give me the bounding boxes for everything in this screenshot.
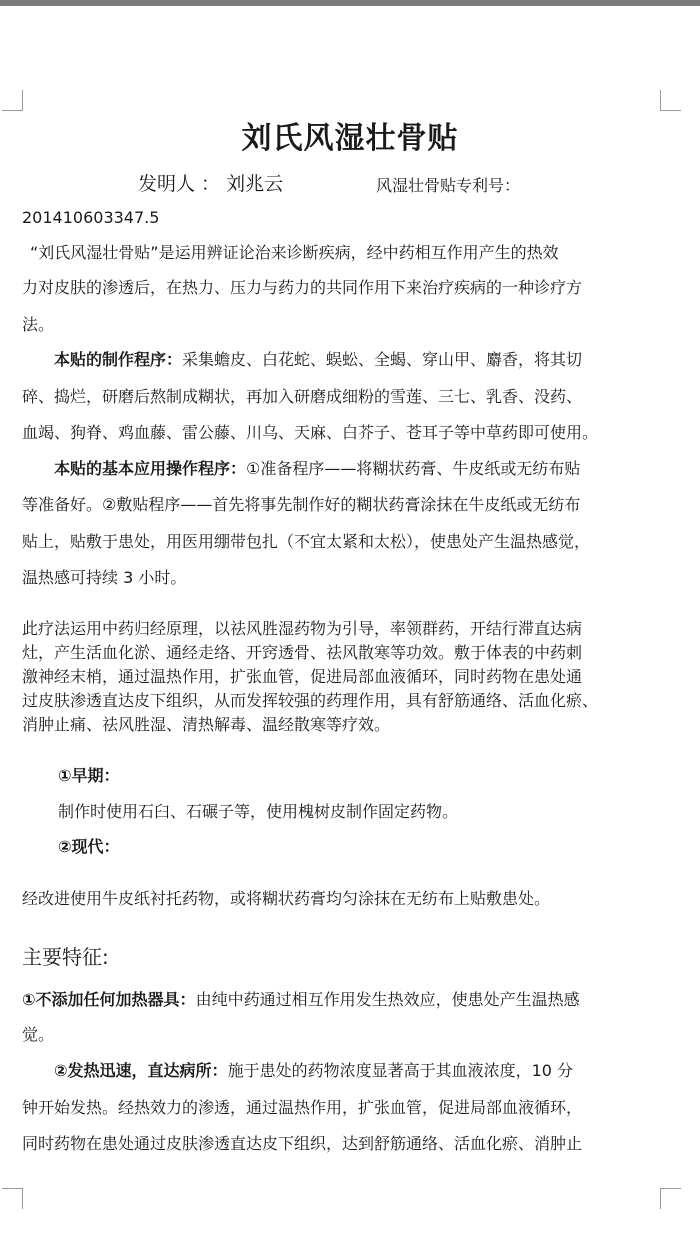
principle-line-2: 灶，产生活血化淤、通经走络、开窍透骨、祛风散寒等功效。敷于体表的中药刺 xyxy=(22,643,583,662)
principle-line-4: 过皮肤渗透直达皮下组织，从而发挥较强的药理作用，具有舒筋通络、活血化瘀、 xyxy=(22,691,599,710)
patent-number: 201410603347.5 xyxy=(22,208,160,227)
features-heading: 主要特征: xyxy=(22,945,109,969)
feature2-line-2: 钟开始发热。经热效力的渗透，通过温热作用，扩张血管，促进局部血液循环， xyxy=(22,1098,583,1117)
principle-line-3: 激神经末梢，通过温热作用，扩张血管，促进局部血液循环，同时药物在患处通 xyxy=(22,667,583,686)
crop-mark-bottom-left xyxy=(2,1188,23,1209)
modern-text: 经改进使用牛皮纸衬托药物，或将糊状药膏均匀涂抹在无纺布上贴敷患处。 xyxy=(22,889,551,908)
operation-line-4: 温热感可持续 3 小时。 xyxy=(22,568,187,587)
feature1-line-2: 觉。 xyxy=(22,1025,55,1044)
modern-label: ②现代： xyxy=(58,837,120,856)
inventor-line: 发明人 ： 刘兆云 xyxy=(138,173,284,195)
operation-text: ①准备程序——将糊状药膏、牛皮纸或无纺布贴 xyxy=(246,459,581,478)
operation-paragraph-first xyxy=(54,456,694,479)
feature1-text: 由纯中药通过相互作用发生热效应，使患处产生温热感 xyxy=(195,990,580,1009)
crop-mark-bottom-right xyxy=(660,1188,681,1209)
crop-mark-top-right xyxy=(660,90,681,111)
patent-label: 风湿壮骨贴专利号： xyxy=(376,176,521,195)
intro-line-2: 力对皮肤的渗透后，在热力、压力与药力的共同作用下来治疗疾病的一种诊疗方 xyxy=(22,278,583,297)
principle-line-5: 消肿止痛、祛风胜湿、清热解毒、温经散寒等疗效。 xyxy=(22,715,391,734)
process-text: 采集蟾皮、白花蛇、蜈蚣、全蝎、穿山甲、麝香，将其切 xyxy=(182,350,583,369)
feature1-paragraph-first xyxy=(22,987,662,1010)
operation-line-2: 等准备好。②敷贴程序——首先将事先制作好的糊状药膏涂抹在牛皮纸或无纺布 xyxy=(22,495,581,514)
early-text: 制作时使用石臼、石碾子等，使用槐树皮制作固定药物。 xyxy=(58,802,459,821)
process-label: 本贴的制作程序： xyxy=(54,350,183,369)
feature2-line-3: 同时药物在患处通过皮肤渗透直达皮下组织，达到舒筋通络、活血化瘀、消肿止 xyxy=(22,1134,583,1153)
intro-line-3: 法。 xyxy=(22,315,55,334)
operation-line-3: 贴上，贴敷于患处，用医用绷带包扎（不宜太紧和太松），使患处产生温热感觉， xyxy=(22,532,591,551)
intro-line-1: “刘氏风湿壮骨贴”是运用辨证论治来诊断疾病，经中药相互作用产生的热效 xyxy=(30,243,559,262)
document-title: 刘氏风湿壮骨贴 xyxy=(241,121,459,156)
feature2-label: ②发热迅速，直达病所： xyxy=(54,1061,228,1080)
principle-line-1: 此疗法运用中药归经原理，以祛风胜湿药物为引导，率领群药，开结行滞直达病 xyxy=(22,619,583,638)
early-label: ①早期： xyxy=(58,766,120,785)
feature2-text: 施于患处的药物浓度显著高于其血液浓度，10 分 xyxy=(227,1061,574,1080)
feature2-paragraph-first xyxy=(54,1058,694,1081)
feature1-label: ①不添加任何加热器具： xyxy=(22,990,196,1009)
process-line-2: 碎、捣烂，研磨后熬制成糊状，再加入研磨成细粉的雪莲、三七、乳香、没药、 xyxy=(22,387,583,406)
process-line-3: 血竭、狗脊、鸡血藤、雷公藤、川乌、天麻、白芥子、苍耳子等中草药即可使用。 xyxy=(22,423,599,442)
top-bar xyxy=(0,0,700,6)
operation-label: 本贴的基本应用操作程序： xyxy=(54,459,247,478)
crop-mark-top-left xyxy=(2,90,23,111)
process-paragraph-first xyxy=(54,347,694,370)
